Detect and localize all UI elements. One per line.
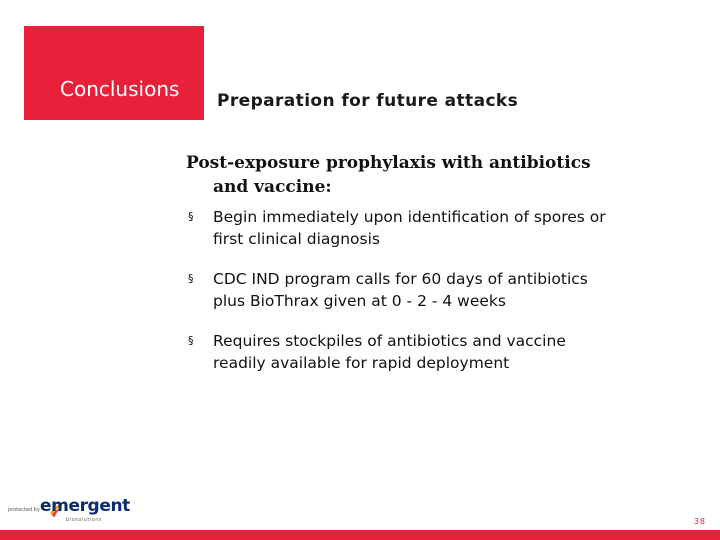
logo-prefix: protected by xyxy=(8,507,40,513)
bullet-icon: § xyxy=(188,334,194,347)
section-label: Conclusions xyxy=(60,77,180,101)
heading-line-2: and vaccine: xyxy=(213,177,332,197)
bullet-icon: § xyxy=(188,272,194,285)
bullet-item xyxy=(186,206,696,250)
slide-title: Preparation for future attacks xyxy=(217,91,519,111)
page-number: 38 xyxy=(693,517,706,526)
logo-wordmark: emergent xyxy=(40,496,130,516)
bullet-text-line-2: plus BioThrax given at 0 - 2 - 4 weeks xyxy=(213,292,506,310)
bullet-text-line-1: CDC IND program calls for 60 days of antibiotics xyxy=(213,270,588,288)
section-header-box xyxy=(24,26,204,120)
bullet-text-line-1: Begin immediately upon identification of spores or xyxy=(213,208,606,226)
emergent-logo xyxy=(8,496,130,526)
bullet-item xyxy=(186,330,696,374)
bullet-text-line-2: first clinical diagnosis xyxy=(213,230,380,248)
content-heading xyxy=(186,151,696,199)
bullet-item xyxy=(186,268,696,312)
bullet-icon: § xyxy=(188,210,194,223)
bullet-text-line-2: readily available for rapid deployment xyxy=(213,354,510,372)
bullet-list xyxy=(186,206,696,392)
bottom-accent-bar xyxy=(0,530,720,540)
heading-line-1: Post-exposure prophylaxis with antibiotics xyxy=(186,153,591,173)
logo-tagline: biosolutions xyxy=(66,517,103,523)
bullet-text-line-1: Requires stockpiles of antibiotics and vaccine xyxy=(213,332,566,350)
